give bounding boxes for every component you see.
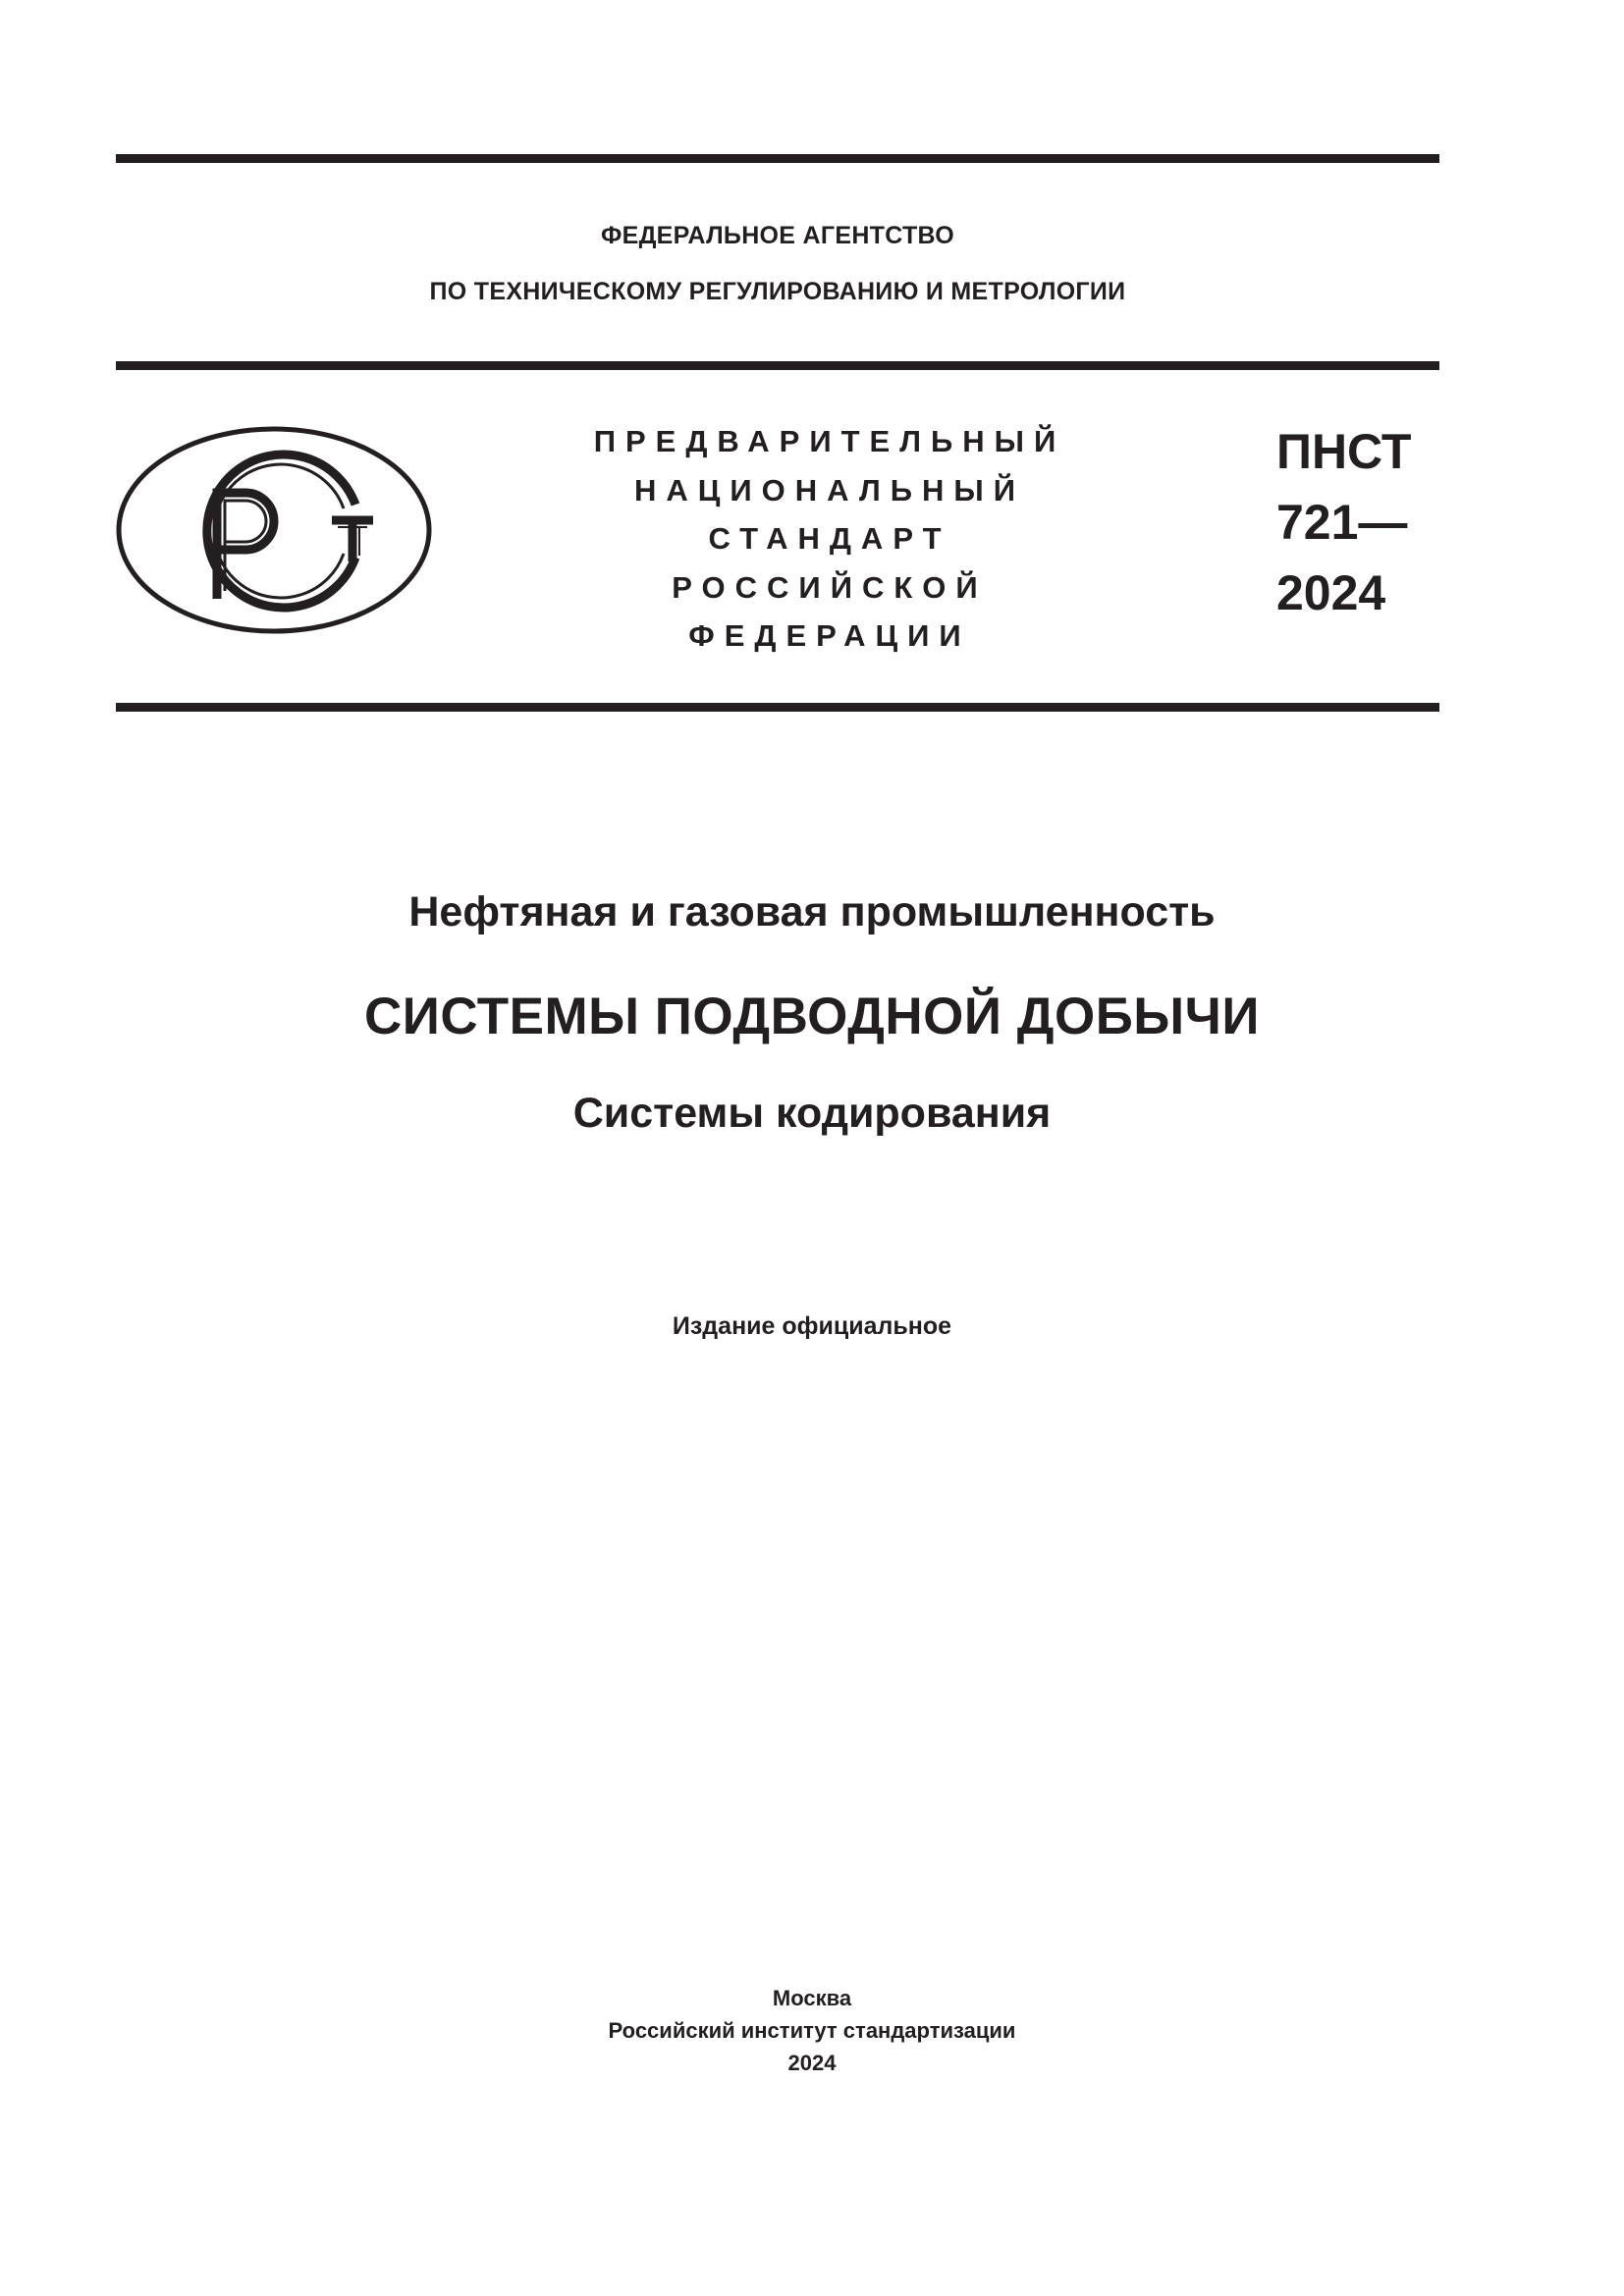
standard-type-line: РОССИЙСКОЙ	[672, 569, 988, 605]
imprint-block	[0, 1982, 1624, 2079]
standard-type-block	[550, 417, 1110, 661]
standard-type-line: ПРЕДВАРИТЕЛЬНЫЙ	[593, 424, 1066, 458]
document-title-sub: СИСТЕМЫ ПОДВОДНОЙ ДОБЫЧИ	[363, 988, 1261, 1045]
header-divider-rule	[116, 361, 1439, 370]
gost-r-logo-icon	[116, 426, 432, 634]
designation-number: 721—	[1276, 495, 1408, 550]
top-rule	[116, 154, 1439, 163]
standard-type-line: НАЦИОНАЛЬНЫЙ	[633, 472, 1026, 507]
standard-type-line: ФЕДЕРАЦИИ	[688, 618, 971, 653]
agency-line-2: ПО ТЕХНИЧЕСКОМУ РЕГУЛИРОВАНИЮ И МЕТРОЛОГИИ	[429, 278, 1126, 305]
imprint-city: Москва	[772, 1986, 852, 2010]
designation-code: ПНСТ	[1276, 424, 1412, 479]
edition-label: Издание официальное	[672, 1312, 952, 1340]
imprint-year: 2024	[787, 2051, 837, 2075]
header-bottom-rule	[116, 703, 1439, 712]
document-title-main: Нефтяная и газовая промышленность	[408, 888, 1216, 935]
standard-designation	[1276, 416, 1411, 628]
document-title-part: Системы кодирования	[572, 1090, 1052, 1137]
imprint-publisher: Российский институт стандартизации	[608, 2018, 1016, 2043]
standard-type-line: СТАНДАРТ	[708, 521, 951, 556]
designation-year: 2024	[1276, 565, 1386, 620]
agency-line-1: ФЕДЕРАЛЬНОЕ АГЕНТСТВО	[600, 222, 955, 249]
